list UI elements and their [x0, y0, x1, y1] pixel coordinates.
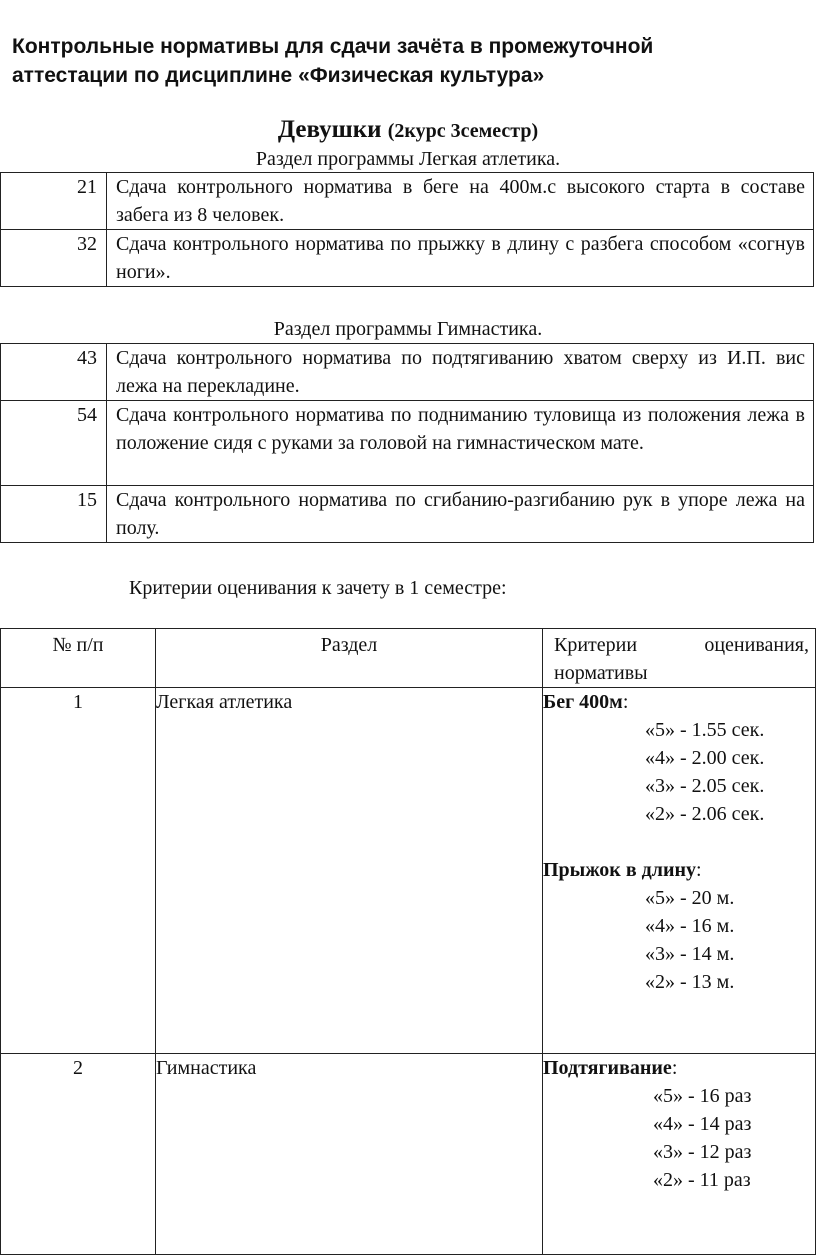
table-row [1, 344, 814, 401]
criteria-item: «4» - 16 м. [645, 915, 735, 937]
row-number: 32 [1, 230, 107, 287]
criteria-item: «3» - 2.05 сек. [645, 775, 765, 797]
row-text: Сдача контрольного норматива по сгибанию-разгибанию рук в упоре лежа на полу. [107, 486, 814, 543]
criteria-row-section: Легкая атлетика [156, 688, 543, 1054]
section-heading-athletics: Раздел программы Легкая атлетика. [255, 148, 561, 170]
criteria-table [0, 628, 816, 1255]
criteria-item: «5» - 16 раз [653, 1085, 752, 1107]
criteria-group-title: Подтягивание: [543, 1057, 678, 1079]
criteria-item: «3» - 14 м. [645, 943, 735, 965]
criteria-group-title: Прыжок в длину: [543, 859, 702, 881]
row-number: 54 [1, 401, 107, 486]
subtitle-main: Девушки [277, 116, 382, 143]
criteria-row-section: Гимнастика [156, 1054, 543, 1255]
criteria-item: «2» - 2.06 сек. [645, 803, 765, 825]
row-number: 15 [1, 486, 107, 543]
table-row [1, 1054, 816, 1255]
criteria-header-row [1, 629, 816, 688]
row-text: Сдача контрольного норматива по прыжку в длину с разбега способом «согнув ноги». [107, 230, 814, 287]
criteria-item: «5» - 20 м. [645, 887, 735, 909]
criteria-row-values [543, 1054, 816, 1255]
criteria-row-values [543, 688, 816, 1054]
criteria-item: «2» - 11 раз [653, 1169, 751, 1191]
criteria-item: «4» - 14 раз [653, 1113, 752, 1135]
criteria-row-number: 1 [1, 688, 156, 1054]
group-subtitle [0, 114, 816, 147]
section-heading-gymnastics: Раздел программы Гимнастика. [273, 318, 543, 340]
table-row [1, 173, 814, 230]
subtitle-detail: (2курс 3семестр) [387, 120, 539, 142]
title-line-2: аттестации по дисциплине «Физическая культура» [12, 64, 545, 87]
row-number: 43 [1, 344, 107, 401]
criteria-group-title: Бег 400м: [543, 691, 629, 713]
criteria-header-word-2: оценивания, [704, 634, 809, 656]
title-line-1: Контрольные нормативы для сдачи зачёта в промежуточной [12, 35, 654, 58]
row-text: Сдача контрольного норматива по подтягиванию хватом сверху из И.П. вис лежа на перекладине. [107, 344, 814, 401]
norms-table-athletics [0, 172, 814, 287]
table-row [1, 230, 814, 287]
document-title [12, 32, 802, 90]
norms-table-gymnastics [0, 343, 814, 543]
table-row [1, 688, 816, 1054]
criteria-heading: Критерии оценивания к зачету в 1 семестре: [129, 577, 507, 599]
column-header-criteria [543, 629, 816, 688]
table-row [1, 486, 814, 543]
table-row [1, 401, 814, 486]
criteria-item: «2» - 13 м. [645, 971, 735, 993]
criteria-row-number: 2 [1, 1054, 156, 1255]
row-number: 21 [1, 173, 107, 230]
criteria-item: «4» - 2.00 сек. [645, 747, 765, 769]
column-header-num: № п/п [1, 629, 156, 688]
row-text: Сдача контрольного норматива по подниманию туловища из положения лежа в положение сидя с руками за головой на гимнастическом мате. [107, 401, 814, 486]
criteria-header-word-1: Критерии [554, 634, 638, 656]
row-text: Сдача контрольного норматива в беге на 400м.с высокого старта в составе забега из 8 человек. [107, 173, 814, 230]
criteria-item: «5» - 1.55 сек. [645, 719, 765, 741]
column-header-section: Раздел [156, 629, 543, 688]
criteria-header-word-3: нормативы [554, 662, 648, 684]
criteria-item: «3» - 12 раз [653, 1141, 752, 1163]
